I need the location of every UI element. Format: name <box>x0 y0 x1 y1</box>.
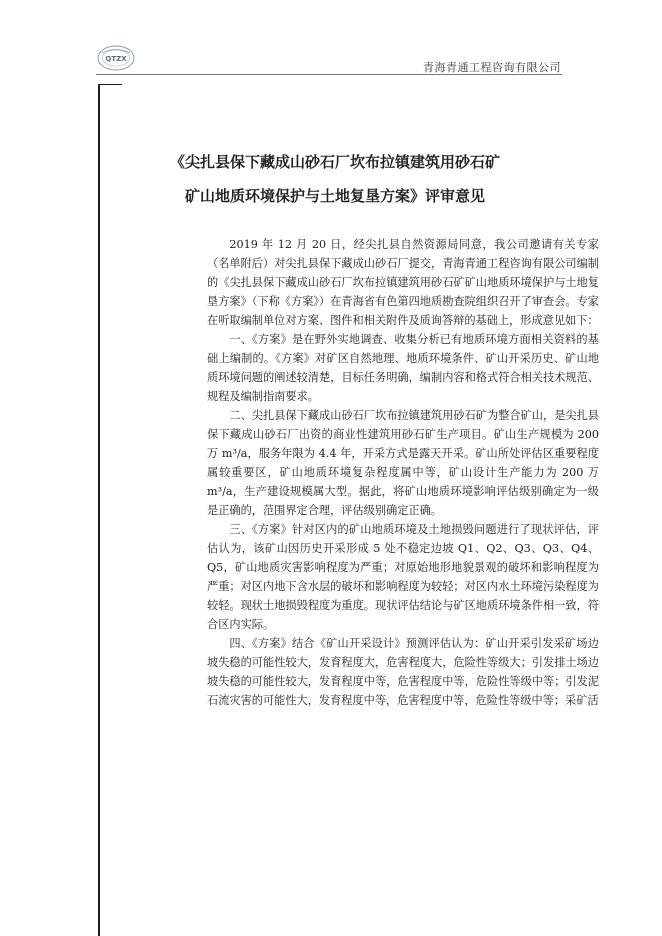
opinion-paragraph-3: 三、《方案》针对区内的矿山地质环境及土地损毁问题进行了现状评估，评估认为，该矿山因历史开采形成 5 处不稳定边坡 Q1、Q2、Q3、Q3、Q4、Q5，矿山地质灾害影响程度为严重；对原始地形地貌景观的破坏和影响程度为严重；对区内地下含水层的破坏和影响程度为较轻；对区内水土环境污染程度为较轻。现状土地损毁程度为重度。现状评估结论与矿区地质环境条件相一致，符合区内实际。 <box>207 523 599 631</box>
opinion-paragraph-2: 二、尖扎县保下藏成山砂石厂坎布拉镇建筑用砂石矿为整合矿山，是尖扎县保下藏成山砂石厂出资的商业性建筑用砂石矿生产项目。矿山生产规模为 200 万 m³/a，服务年限为 4.4 年，开采方式是露天开采。矿山所处评估区重要程度属较重要区，矿山地质环境复杂程度属中等，矿山设计生产能力为 200 万 m³/a，生产建设规模属大型。据此，将矿山地质环境影响评估级别确定为一级是正确的，范围界定合理，评估级别确定正确。 <box>207 409 599 517</box>
opinion-paragraph-1: 一、《方案》是在野外实地调查、收集分析已有地质环境方面相关资料的基础上编制的。《方案》对矿区自然地理、地质环境条件、矿山开采历史、矿山地质环境问题的阐述较清楚，目标任务明确，编制内容和格式符合相关技术规范、规程及编制指南要求。 <box>207 333 599 403</box>
company-name: 青海青通工程咨询有限公司 <box>423 61 561 74</box>
document-title-line1: 《尖扎县保下藏成山砂石厂坎布拉镇建筑用砂石矿 <box>169 153 500 171</box>
page-left-border <box>98 84 100 936</box>
document-body <box>207 235 599 710</box>
document-title-line2: 矿山地质环境保护与土地复垦方案》评审意见 <box>184 187 485 205</box>
page-corner-mark <box>98 84 122 85</box>
logo-text: QTZX <box>105 55 127 63</box>
opinion-paragraph-4: 四、《方案》结合《矿山开采设计》预测评估认为：矿山开采引发采矿场边坡失稳的可能性较大，发育程度大，危害程度大，危险性等级大；引发排土场边坡失稳的可能性较大，发育程度中等，危害程度中等，危险性等级中等；引发泥石流灾害的可能性大，发育程度中等，危害程度中等，危险性等级中等；采矿活 <box>207 637 599 707</box>
header-divider <box>96 74 562 75</box>
company-logo <box>96 44 136 72</box>
intro-paragraph: 2019 年 12 月 20 日，经尖扎县自然资源局同意，我公司邀请有关专家（名单附后）对尖扎县保下藏成山砂石厂提交，青海青通工程咨询有限公司编制的《尖扎县保下藏成山砂石厂坎布拉镇建筑用砂石矿矿山地质环境保护与土地复垦方案》（下称《方案》）在青海省有色第四地质勘查院组织召开了审查会。专家在听取编制单位对方案、图件和相关附件及质询答辩的基础上，形成意见如下： <box>207 238 599 327</box>
